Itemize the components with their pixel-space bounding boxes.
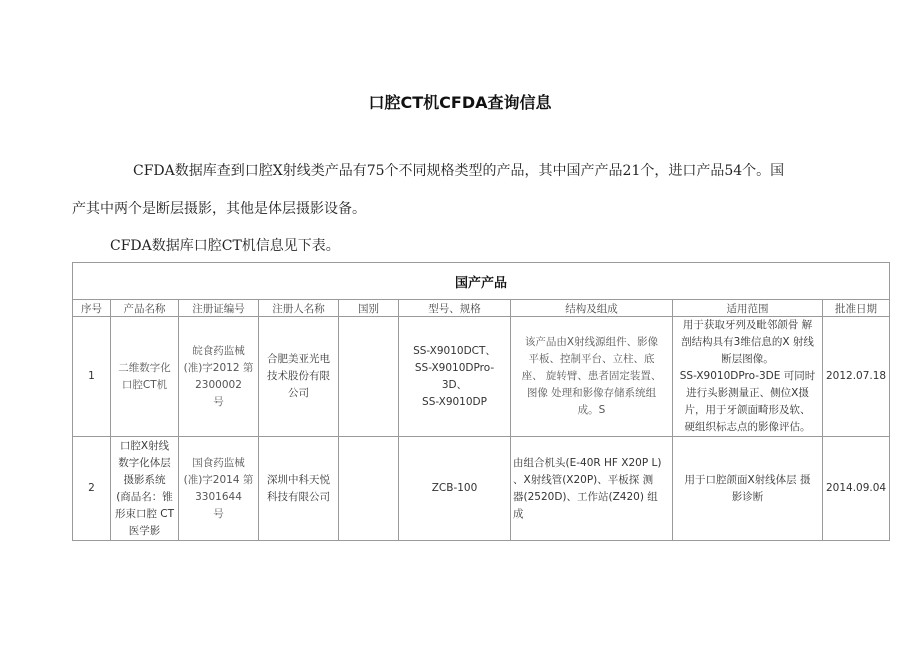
cell-registrant: 合肥美亚光电 技术股份有限 公司 <box>259 317 339 437</box>
header-reg-no: 注册证编号 <box>179 300 259 317</box>
table-intro-paragraph: CFDA数据库口腔CT机信息见下表。 <box>110 238 340 254</box>
cell-date: 2012.07.18 <box>823 317 890 437</box>
header-structure: 结构及组成 <box>511 300 673 317</box>
cell-reg-no: 皖食药监械 (准)字2012 第 2300002 号 <box>179 317 259 437</box>
cell-no: 2 <box>73 437 111 541</box>
cell-scope: 用于口腔颌面X射线体层 摄 影诊断 <box>673 437 823 541</box>
cell-name: 口腔X射线 数字化体层 摄影系统 (商品名：锥 形束口腔 CT 医学影 <box>111 437 179 541</box>
table-row <box>73 317 890 437</box>
header-date: 批准日期 <box>823 300 890 317</box>
cell-country <box>339 317 399 437</box>
cell-model: ZCB-100 <box>399 437 511 541</box>
product-table <box>72 262 890 541</box>
header-model: 型号、规格 <box>399 300 511 317</box>
header-no: 序号 <box>73 300 111 317</box>
cell-structure: 该产品由X射线源组件、影像 平板、控制平台、立柱、底 座、 旋转臂、患者固定装置、 图像 处理和影像存储系统组 成。S <box>511 317 673 437</box>
intro-paragraph-line2: 产其中两个是断层摄影，其他是体层摄影设备。 <box>72 201 366 217</box>
table-header-row <box>73 300 890 317</box>
table-row <box>73 437 890 541</box>
section-title: 国产产品 <box>73 263 890 300</box>
header-country: 国别 <box>339 300 399 317</box>
header-name: 产品名称 <box>111 300 179 317</box>
header-registrant: 注册人名称 <box>259 300 339 317</box>
cell-scope: 用于获取牙列及毗邻颌骨 解 剖结构具有3维信息的X 射线 断层图像。 SS-X9010DPro-3DE 可同时 进行头影测量正、侧位X摄 片，用于牙颌面畸形及软、 硬组织标志点的影像评估。 <box>673 317 823 437</box>
cell-no: 1 <box>73 317 111 437</box>
cell-structure: 由组合机头(E-40R HF X20P L) 、X射线管(X20P)、平板探 测 器(2520D)、工作站(Z420) 组 成 <box>511 437 673 541</box>
intro-paragraph-line1: CFDA数据库查到口腔X射线类产品有75个不同规格类型的产品，其中国产产品21个，进口产品54个。国 <box>133 163 785 179</box>
cell-reg-no: 国食药监械 (准)字2014 第 3301644 号 <box>179 437 259 541</box>
cell-model: SS-X9010DCT、 SS-X9010DPro- 3D、 SS-X9010DP <box>399 317 511 437</box>
header-scope: 适用范围 <box>673 300 823 317</box>
cell-registrant: 深圳中科天悦 科技有限公司 <box>259 437 339 541</box>
cell-country <box>339 437 399 541</box>
page-title: 口腔CT机CFDA查询信息 <box>368 93 552 112</box>
cell-name: 二维数字化 口腔CT机 <box>111 317 179 437</box>
cell-date: 2014.09.04 <box>823 437 890 541</box>
